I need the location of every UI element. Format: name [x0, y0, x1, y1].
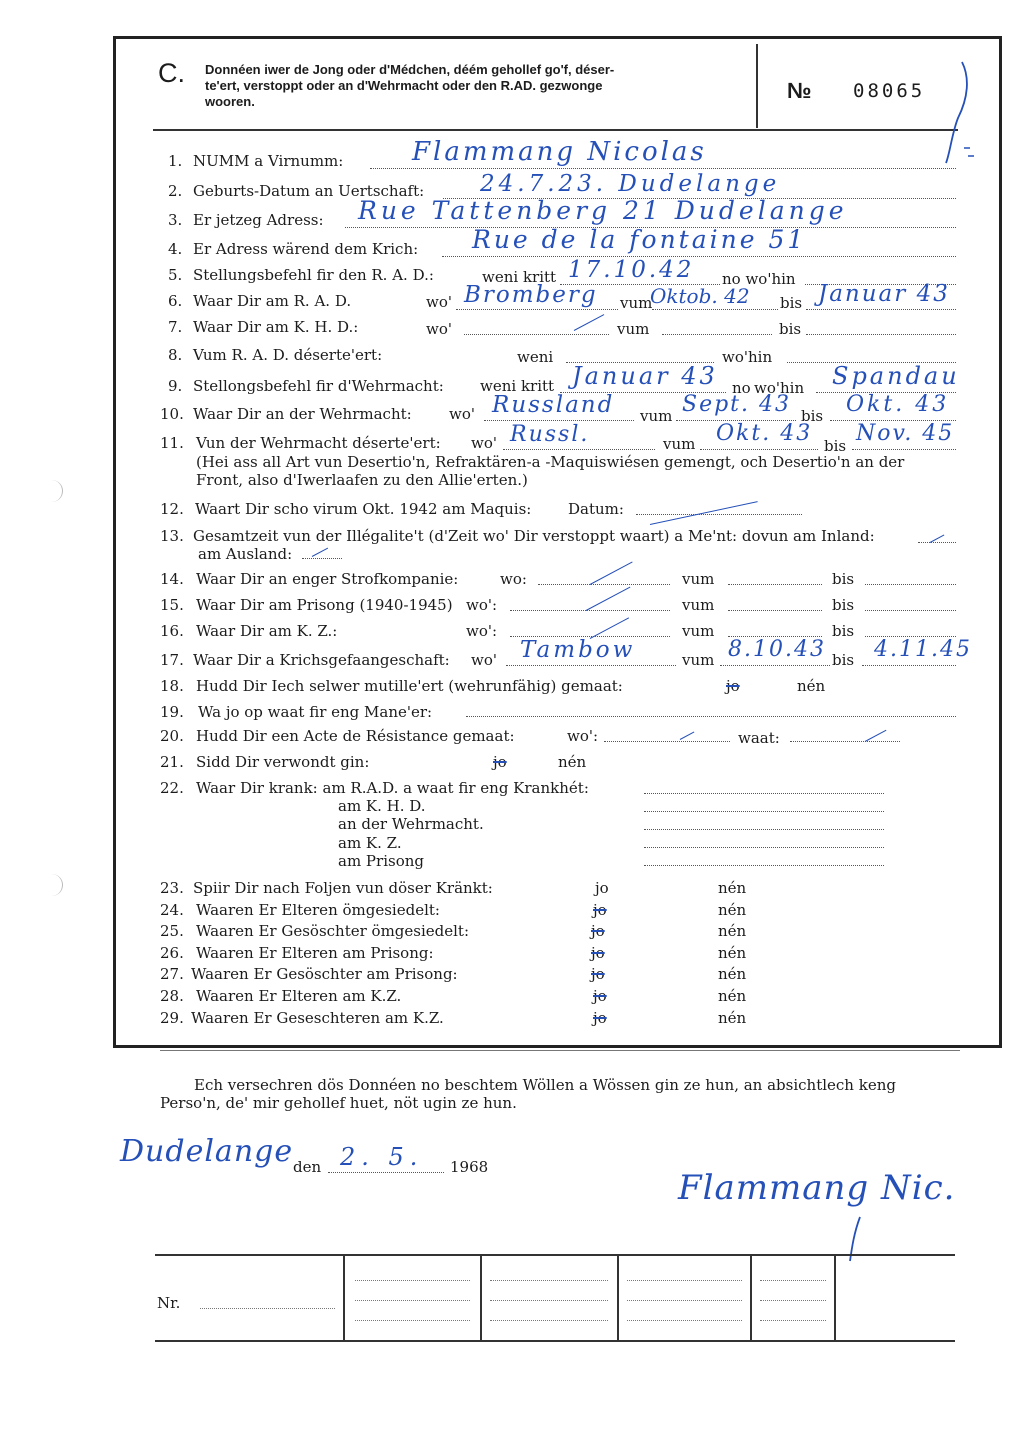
q12-number: 12. — [160, 500, 184, 518]
q26-number: 26. — [160, 944, 184, 962]
q6-where: Bromberg — [464, 282, 598, 308]
q13-ausland-line — [302, 558, 342, 559]
q9-wohin: wo'hin — [754, 379, 805, 397]
q2-number: 2. — [168, 182, 183, 200]
q11-note-1: (Hei ass all Art vun Desertio'n, Refraktären-a -Maquiswiésen gemengt, och Desertio'n an der — [196, 453, 905, 471]
q1-label: NUMM a Virnumm: — [193, 152, 344, 170]
q11-to-line — [852, 449, 956, 450]
bottom-table-bottom — [155, 1340, 955, 1342]
q24-number: 24. — [160, 901, 184, 919]
q6-wo: wo' — [426, 293, 452, 311]
q3-answer: Rue Tattenberg 21 Dudelange — [358, 196, 848, 225]
q18-label: Hudd Dir Iech selwer mutille'ert (wehrunfähig) gemaat: — [196, 677, 623, 695]
q13-label-2: am Ausland: — [198, 545, 293, 563]
q14-vum: vum — [682, 570, 715, 588]
q21-label: Sidd Dir verwondt gin: — [196, 753, 370, 771]
q20-wo: wo': — [567, 727, 599, 745]
q15-where-line — [510, 610, 670, 611]
bottom-cell-dots — [355, 1300, 470, 1301]
q7-number: 7. — [168, 318, 183, 336]
q10-vum: vum — [640, 407, 673, 425]
q3-label: Er jetzeg Adress: — [193, 211, 324, 229]
q10-where: Russland — [492, 392, 615, 418]
q28-nen: nén — [718, 987, 747, 1005]
q4-label: Er Adress wärend dem Krich: — [193, 240, 419, 258]
q29-number: 29. — [160, 1009, 184, 1027]
declaration-line-1: Ech versechren dös Donnéen no beschtem Wöllen a Wössen gin ze hun, an absichtlech keng — [194, 1076, 896, 1094]
q2-answer: 24.7.23. Dudelange — [480, 171, 781, 197]
q11-where: Russl. — [510, 422, 590, 447]
bottom-cell-dots — [760, 1300, 826, 1301]
signing-city: Dudelange — [120, 1134, 294, 1169]
q22-line-2 — [644, 811, 884, 812]
signature-flourish — [840, 1215, 870, 1265]
q22-sub-4: am Prisong — [338, 852, 424, 870]
q14-wo: wo: — [500, 570, 527, 588]
q13-label: Gesamtzeit vun der Illégalite't (d'Zeit wo' Dir verstoppt waart) a Me'nt: dovun am Inland: — [193, 527, 875, 545]
q7-where-line — [464, 334, 609, 335]
bottom-cell-dots — [627, 1320, 742, 1321]
q10-number: 10. — [160, 405, 184, 423]
q5-date: 17.10.42 — [568, 257, 695, 283]
binder-hole-mark — [52, 480, 63, 502]
q1-line — [370, 168, 956, 169]
q11-from-line — [700, 449, 818, 450]
q7-label: Waar Dir am K. H. D.: — [193, 318, 359, 336]
q7-vum: vum — [617, 320, 650, 338]
q16-bis: bis — [832, 622, 855, 640]
q15-bis: bis — [832, 596, 855, 614]
q22-line-3 — [644, 829, 884, 830]
q15-vum: vum — [682, 596, 715, 614]
q5-weni-kritt: weni kritt — [482, 268, 557, 286]
q9-label: Stellongsbefehl fir d'Wehrmacht: — [193, 377, 444, 395]
declaration-line-2: Perso'n, de' mir gehollef huet, nöt ugin ze hun. — [160, 1094, 517, 1112]
q19-line — [466, 716, 956, 717]
q12-date-line — [636, 514, 802, 515]
q15-number: 15. — [160, 596, 184, 614]
q28-number: 28. — [160, 987, 184, 1005]
bottom-cell-dots — [490, 1300, 608, 1301]
q27-nen: nén — [718, 965, 747, 983]
bottom-col-divider-4 — [750, 1255, 752, 1340]
q11-to: Nov. 45 — [856, 421, 955, 446]
q9-where: Spandau — [832, 362, 960, 390]
q10-label: Waar Dir an der Wehrmacht: — [193, 405, 412, 423]
title-line-3: wooren. — [205, 94, 255, 109]
q16-label: Waar Dir am K. Z.: — [196, 622, 338, 640]
q12-datum: Datum: — [568, 500, 624, 518]
q21-nen: nén — [558, 753, 587, 771]
number-label: № — [787, 78, 812, 103]
q6-from: Oktob. 42 — [650, 284, 750, 308]
q21-number: 21. — [160, 753, 184, 771]
q17-where: Tambow — [520, 637, 636, 663]
q17-bis: bis — [832, 651, 855, 669]
q26-jo: jo — [591, 944, 605, 962]
q27-label: Waaren Er Gesöschter am Prisong: — [191, 965, 458, 983]
q20-where-line — [604, 741, 730, 742]
q6-label: Waar Dir am R. A. D. — [193, 292, 352, 310]
date-line — [328, 1172, 444, 1173]
q18-jo: jo — [726, 677, 740, 695]
q18-number: 18. — [160, 677, 184, 695]
q3-number: 3. — [168, 211, 183, 229]
q18-nen: nén — [797, 677, 826, 695]
q7-bis: bis — [779, 320, 802, 338]
q17-from-line — [720, 665, 830, 666]
q6-vum: vum — [620, 294, 653, 312]
q29-label: Waaren Er Geseschteren am K.Z. — [191, 1009, 444, 1027]
bottom-cell-dots — [490, 1280, 608, 1281]
q22-line-5 — [644, 865, 884, 866]
bottom-cell-dots — [627, 1280, 742, 1281]
bottom-col-divider-3 — [617, 1255, 619, 1340]
q6-number: 6. — [168, 292, 183, 310]
q8-weni: weni — [517, 348, 554, 366]
q1-answer: Flammang Nicolas — [412, 137, 707, 167]
q21-jo: jo — [493, 753, 507, 771]
q17-to: 4.11.45 — [874, 637, 972, 662]
q22-label: Waar Dir krank: am R.A.D. a waat fir eng Krankhét: — [196, 779, 589, 797]
q10-bis: bis — [801, 407, 824, 425]
q17-wo: wo' — [471, 651, 497, 669]
title-line-2: te'ert, verstoppt oder an d'Wehrmacht oder den R.AD. gezwonge — [205, 78, 603, 93]
q14-bis: bis — [832, 570, 855, 588]
signature: Flammang Nic. — [678, 1168, 956, 1208]
bottom-cell-dots — [760, 1280, 826, 1281]
signing-date: 2. 5. — [340, 1143, 424, 1171]
q7-wo: wo' — [426, 320, 452, 338]
q14-label: Waar Dir an enger Strofkompanie: — [196, 570, 459, 588]
den-label: den — [293, 1158, 322, 1176]
q16-vum: vum — [682, 622, 715, 640]
q17-label: Waar Dir a Krichsgefaangeschaft: — [193, 651, 450, 669]
q15-from-line — [728, 610, 822, 611]
q19-label: Wa jo op waat fir eng Mane'er: — [198, 703, 433, 721]
q29-nen: nén — [718, 1009, 747, 1027]
q28-label: Waaren Er Elteren am K.Z. — [196, 987, 402, 1005]
q17-from: 8.10.43 — [728, 637, 826, 662]
q1-number: 1. — [168, 152, 183, 170]
q10-to: Okt. 43 — [846, 392, 950, 417]
q6-to-line — [806, 309, 956, 310]
q14-from-line — [728, 584, 822, 585]
q11-number: 11. — [160, 434, 184, 452]
q11-note-2: Front, also d'Iwerlaafen zu den Allie'erten.) — [196, 471, 528, 489]
q22-sub-3: am K. Z. — [338, 834, 402, 852]
q17-number: 17. — [160, 651, 184, 669]
q13-inland-line — [918, 542, 956, 543]
q24-jo: jo — [593, 901, 607, 919]
q5-label: Stellungsbefehl fir den R. A. D.: — [193, 266, 434, 284]
q11-where-line — [503, 449, 655, 450]
q27-jo: jo — [591, 965, 605, 983]
bottom-cell-dots — [627, 1300, 742, 1301]
q5-no-wohin: no wo'hin — [722, 270, 796, 288]
q20-what-line — [790, 741, 900, 742]
q14-where-line — [538, 584, 670, 585]
q20-waat: waat: — [738, 729, 780, 747]
q2-label: Geburts-Datum an Uertschaft: — [193, 182, 425, 200]
q16-wo: wo': — [466, 622, 498, 640]
year-label: 1968 — [450, 1158, 489, 1176]
q29-jo: jo — [593, 1009, 607, 1027]
q11-bis: bis — [824, 437, 847, 455]
q15-label: Waar Dir am Prisong (1940-1945) — [196, 596, 453, 614]
q23-number: 23. — [160, 879, 184, 897]
q4-line — [442, 256, 956, 257]
q15-wo: wo': — [466, 596, 498, 614]
q22-line-4 — [644, 847, 884, 848]
q6-bis: bis — [780, 294, 803, 312]
q9-weni-kritt: weni kritt — [480, 377, 555, 395]
q7-to-line — [806, 334, 956, 335]
q14-to-line — [865, 584, 956, 585]
q25-number: 25. — [160, 922, 184, 940]
q19-number: 19. — [160, 703, 184, 721]
q22-sub-2: an der Wehrmacht. — [338, 815, 484, 833]
q8-number: 8. — [168, 346, 183, 364]
section-divider — [160, 1050, 960, 1051]
q23-jo: jo — [595, 879, 609, 897]
q25-jo: jo — [591, 922, 605, 940]
nr-line — [200, 1308, 335, 1309]
bottom-cell-dots — [760, 1320, 826, 1321]
q11-from: Okt. 43 — [716, 421, 813, 446]
binder-hole-mark — [52, 874, 63, 896]
bottom-cell-dots — [490, 1320, 608, 1321]
q13-number: 13. — [160, 527, 184, 545]
q24-label: Waaren Er Elteren ömgesiedelt: — [196, 901, 440, 919]
q11-label: Vun der Wehrmacht déserte'ert: — [196, 434, 441, 452]
q9-date: Januar 43 — [572, 362, 718, 390]
q16-number: 16. — [160, 622, 184, 640]
q24-nen: nén — [718, 901, 747, 919]
q11-vum: vum — [663, 435, 696, 453]
q11-wo: wo' — [471, 434, 497, 452]
q14-number: 14. — [160, 570, 184, 588]
q26-nen: nén — [718, 944, 747, 962]
q9-no: no — [732, 379, 751, 397]
q10-from: Sept. 43 — [682, 392, 791, 417]
bottom-col-divider-2 — [480, 1255, 482, 1340]
q22-number: 22. — [160, 779, 184, 797]
q23-label: Spiir Dir nach Foljen vun döser Kränkt: — [193, 879, 493, 897]
header-divider — [153, 129, 958, 131]
q6-to: Januar 43 — [818, 281, 950, 307]
section-title — [205, 62, 740, 110]
q17-vum: vum — [682, 651, 715, 669]
q15-to-line — [865, 610, 956, 611]
q25-nen: nén — [718, 922, 747, 940]
bottom-col-divider-5 — [834, 1255, 836, 1340]
q26-label: Waaren Er Elteren am Prisong: — [196, 944, 434, 962]
q23-nen: nén — [718, 879, 747, 897]
q10-wo: wo' — [449, 405, 475, 423]
handwritten-mark — [940, 58, 980, 168]
q17-to-line — [862, 665, 956, 666]
section-letter: C. — [158, 58, 185, 88]
q8-label: Vum R. A. D. déserte'ert: — [193, 346, 383, 364]
q5-number: 5. — [168, 266, 183, 284]
q9-number: 9. — [168, 377, 183, 395]
q17-where-line — [506, 665, 676, 666]
bottom-cell-dots — [355, 1320, 470, 1321]
q12-label: Waart Dir scho virum Okt. 1942 am Maquis: — [195, 500, 532, 518]
q4-number: 4. — [168, 240, 183, 258]
q22-sub-1: am K. H. D. — [338, 797, 426, 815]
nr-label: Nr. — [157, 1294, 181, 1312]
q22-line-1 — [644, 793, 884, 794]
header-vertical-divider — [756, 44, 758, 128]
q10-where-line — [484, 420, 634, 421]
bottom-cell-dots — [355, 1280, 470, 1281]
q4-answer: Rue de la fontaine 51 — [472, 225, 807, 254]
form-number: 08065 — [853, 80, 926, 102]
q6-where-line — [456, 309, 618, 310]
title-line-1: Donnéen iwer de Jong oder d'Médchen, déém gehollef go'f, déser- — [205, 62, 615, 77]
q27-number: 27. — [160, 965, 184, 983]
q25-label: Waaren Er Gesöschter ömgesiedelt: — [196, 922, 470, 940]
q7-from-line — [662, 334, 772, 335]
q20-number: 20. — [160, 727, 184, 745]
q28-jo: jo — [593, 987, 607, 1005]
q20-label: Hudd Dir een Acte de Résistance gemaat: — [196, 727, 515, 745]
q6-from-line — [652, 309, 778, 310]
q8-wohin: wo'hin — [722, 348, 773, 366]
bottom-col-divider-1 — [343, 1255, 345, 1340]
